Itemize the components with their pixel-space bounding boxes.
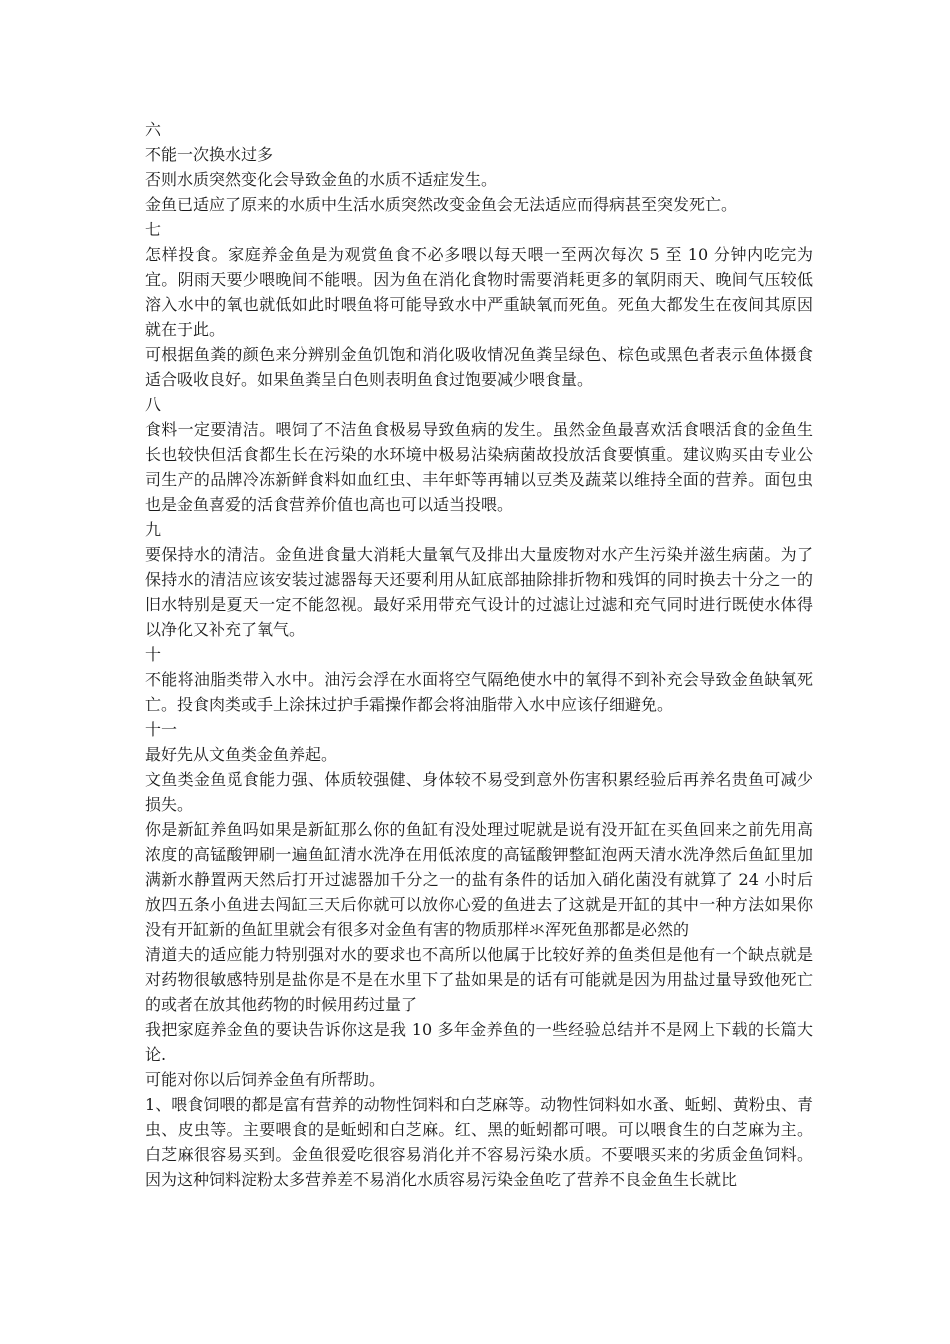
section-heading-6: 六 <box>145 120 162 139</box>
section-heading-11: 十一 <box>145 720 178 739</box>
section-heading-7: 七 <box>145 220 162 239</box>
paragraph: 可根据鱼粪的颜色来分辨别金鱼饥饱和消化吸收情况鱼粪呈绿色、棕色或黑色者表示鱼体摄食适合吸收良好。如果鱼粪呈白色则表明鱼食过饱要减少喂食量。 <box>145 345 813 389</box>
paragraph: 最好先从文鱼类金鱼养起。 <box>145 745 338 764</box>
paragraph: 怎样投食。家庭养金鱼是为观赏鱼食不必多喂以每天喂一至两次每次 5 至 10 分钟内吃完为宜。阴雨天要少喂晚间不能喂。因为鱼在消化食物时需要消耗更多的氧阴雨天、晚间气压较低溶入水中的氧也就低如此时喂鱼将可能导致水中严重缺氧而死鱼。死鱼大都发生在夜间其原因就在于此。 <box>145 245 813 339</box>
section-heading-10: 十 <box>145 645 162 664</box>
paragraph: 金鱼已适应了原来的水质中生活水质突然改变金鱼会无法适应而得病甚至突发死亡。 <box>145 195 738 214</box>
paragraph: 食料一定要清洁。喂饲了不洁鱼食极易导致鱼病的发生。虽然金鱼最喜欢活食喂活食的金鱼生长也较快但活食都生长在污染的水环境中极易沾染病菌故投放活食要慎重。建议购买由专业公司生产的品牌冷冻新鲜食料如血红虫、丰年虾等再辅以豆类及蔬菜以维持全面的营养。面包虫也是金鱼喜爱的活食营养价值也高也可以适当投喂。 <box>145 420 813 514</box>
paragraph: 不能将油脂类带入水中。油污会浮在水面将空气隔绝使水中的氧得不到补充会导致金鱼缺氧死亡。投食肉类或手上涂抹过护手霜操作都会将油脂带入水中应该仔细避免。 <box>145 670 813 714</box>
paragraph: 文鱼类金鱼觅食能力强、体质较强健、身体较不易受到意外伤害积累经验后再养名贵鱼可减少损失。 <box>145 770 813 814</box>
paragraph: 你是新缸养鱼吗如果是新缸那么你的鱼缸有没处理过呢就是说有没开缸在买鱼回来之前先用高浓度的高锰酸钾刷一遍鱼缸清水洗净在用低浓度的高锰酸钾整缸泡两天清水洗净然后鱼缸里加满新水静置两天然后打开过滤器加千分之一的盐有条件的话加入硝化菌没有就算了 24 小时后放四五条小鱼进去闯缸三天后你就可以放你心爱的鱼进去了这就是开缸的其中一种方法如果你没有开缸新的鱼缸里就会有很多对金鱼有害的物质那样氺浑死鱼那都是必然的 <box>145 820 813 939</box>
paragraph: 1、喂食饲喂的都是富有营养的动物性饲料和白芝麻等。动物性饲料如水蚤、蚯蚓、黄粉虫、青虫、皮虫等。主要喂食的是蚯蚓和白芝麻。红、黑的蚯蚓都可喂。可以喂食生的白芝麻为主。白芝麻很容易买到。金鱼很爱吃很容易消化并不容易污染水质。不要喂买来的劣质金鱼饲料。因为这种饲料淀粉太多营养差不易消化水质容易污染金鱼吃了营养不良金鱼生长就比 <box>145 1095 813 1189</box>
paragraph: 否则水质突然变化会导致金鱼的水质不适症发生。 <box>145 170 498 189</box>
document-body <box>145 117 813 1192</box>
paragraph: 我把家庭养金鱼的要诀告诉你这是我 10 多年金养鱼的一些经验总结并不是网上下载的长篇大论. <box>145 1020 813 1064</box>
section-heading-9: 九 <box>145 520 162 539</box>
paragraph: 清道夫的适应能力特别强对水的要求也不高所以他属于比较好养的鱼类但是他有一个缺点就是对药物很敏感特别是盐你是不是在水里下了盐如果是的话有可能就是因为用盐过量导致他死亡的或者在放其他药物的时候用药过量了 <box>145 945 813 1014</box>
section-heading-8: 八 <box>145 395 162 414</box>
paragraph: 不能一次换水过多 <box>145 145 274 164</box>
paragraph: 可能对你以后饲养金鱼有所帮助。 <box>145 1070 386 1089</box>
paragraph: 要保持水的清洁。金鱼进食量大消耗大量氧气及排出大量废物对水产生污染并滋生病菌。为了保持水的清洁应该安装过滤器每天还要利用从缸底部抽除排折物和残饵的同时换去十分之一的旧水特别是夏天一定不能忽视。最好采用带充气设计的过滤让过滤和充气同时进行既使水体得以净化又补充了氧气。 <box>145 545 813 639</box>
